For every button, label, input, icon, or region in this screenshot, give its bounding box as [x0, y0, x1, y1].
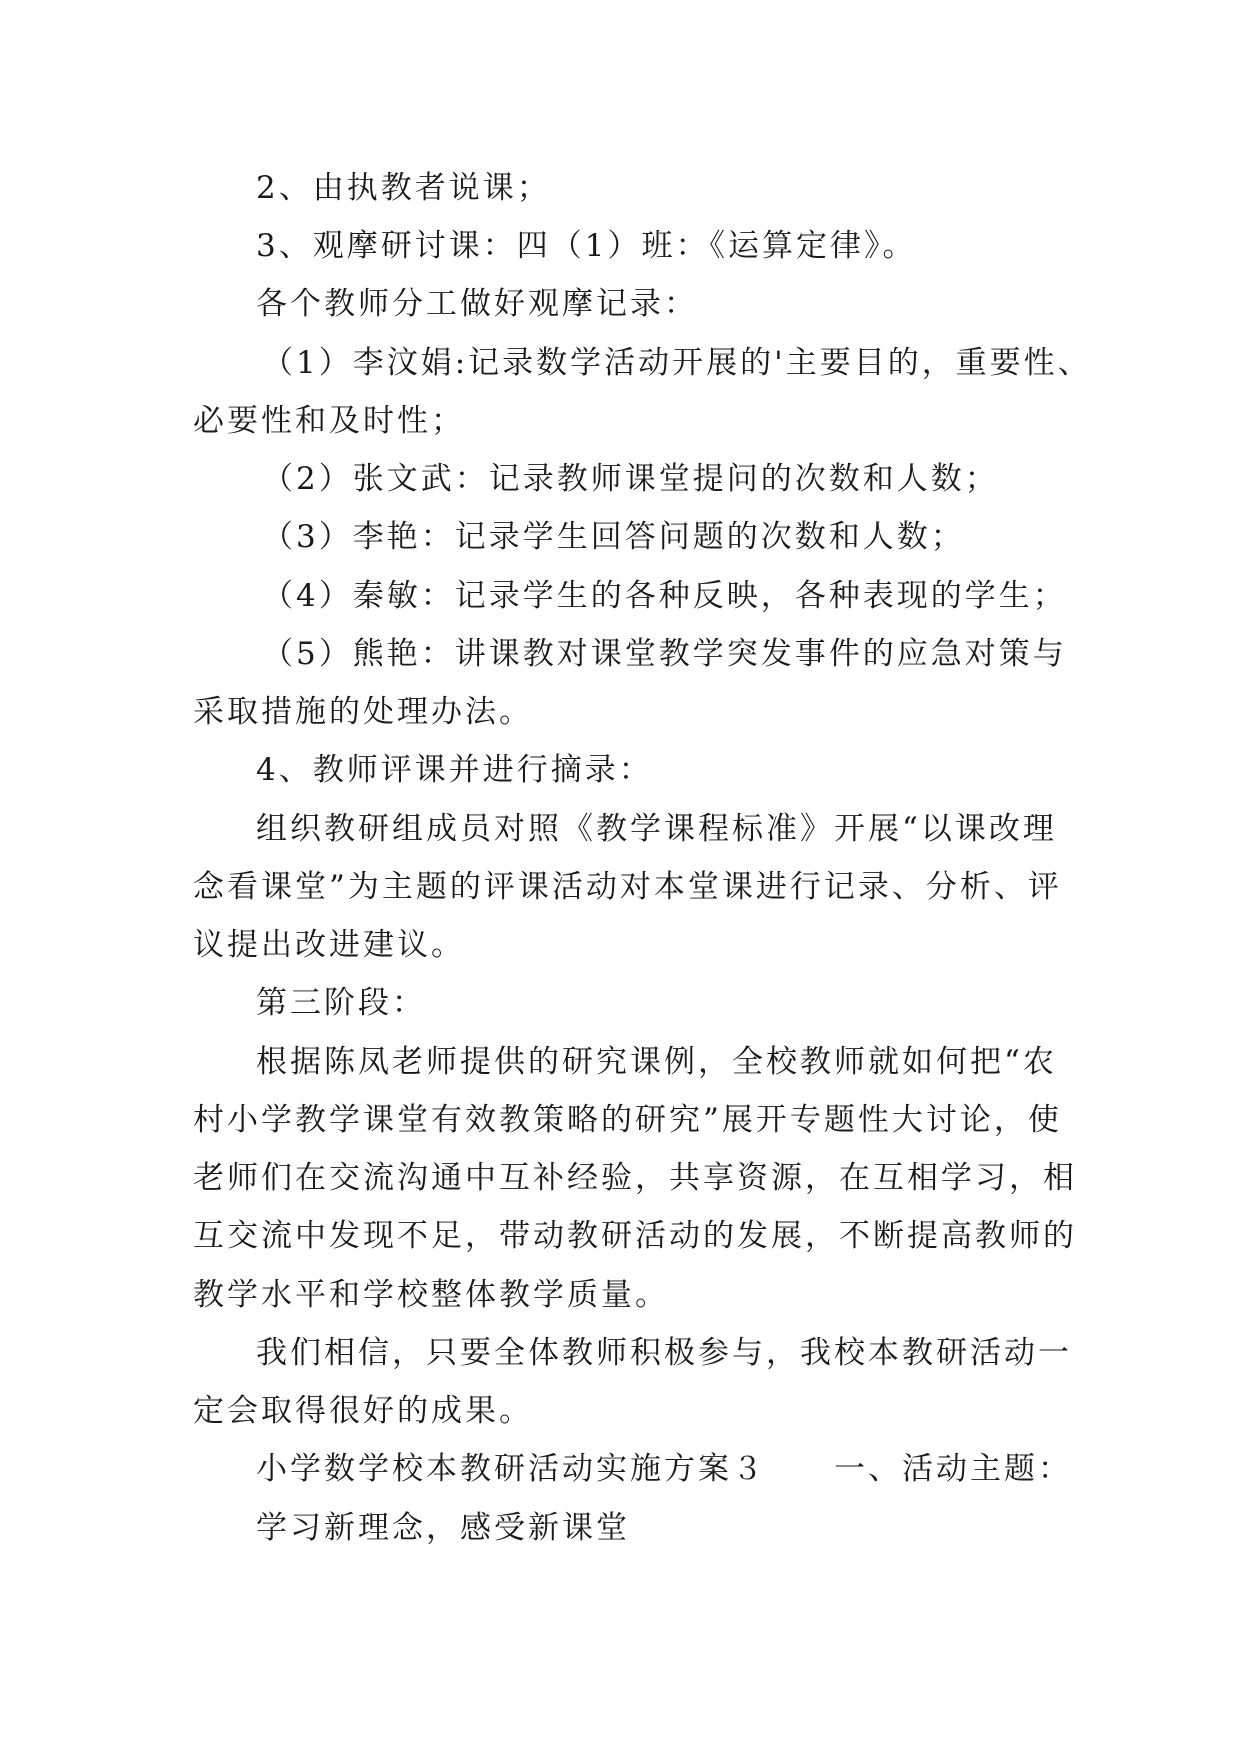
text-line-theme: 学习新理念，感受新课堂 [256, 1510, 630, 1546]
text-line-observation-intro: 各个教师分工做好观摩记录： [256, 286, 698, 322]
text-line-discussion-4: 互交流中发现不足，带动教研活动的发展，不断提高教师的 [193, 1218, 1077, 1254]
text-line-step-4: 4、教师评课并进行摘录： [256, 752, 653, 788]
text-line-discussion-1: 根据陈凤老师提供的研究课例，全校教师就如何把“农 [256, 1044, 1057, 1080]
text-line-record-1-cont: 必要性和及时性； [193, 403, 465, 439]
text-line-discussion-5: 教学水平和学校整体教学质量。 [193, 1277, 669, 1313]
text-line-record-1: （1）李汶娟:记录数学活动开展的'主要目的，重要性、 [262, 345, 1092, 381]
text-line-stage-3: 第三阶段： [256, 985, 426, 1021]
text-line-evaluation-2: 念看课堂”为主题的评课活动对本堂课进行记录、分析、评 [193, 869, 1062, 905]
text-line-record-2: （2）张文武：记录教师课堂提问的次数和人数； [262, 461, 999, 497]
text-line-record-4: （4）秦敏：记录学生的各种反映，各种表现的学生； [262, 578, 1067, 614]
text-line-belief-2: 定会取得很好的成果。 [193, 1393, 533, 1429]
text-line-evaluation-1: 组织教研组成员对照《教学课程标准》开展“以课改理 [256, 811, 1057, 847]
text-line-discussion-2: 村小学教学课堂有效教策略的研究”展开专题性大讨论，使 [193, 1102, 1062, 1138]
text-line-belief-1: 我们相信，只要全体教师积极参与，我校本教研活动一 [256, 1335, 1072, 1371]
text-line-plan-heading: 小学数学校本教研活动实施方案３ 一、活动主题： [256, 1451, 1072, 1487]
text-line-evaluation-3: 议提出改进建议。 [193, 927, 465, 963]
text-line-step-2: 2、由执教者说课； [256, 170, 551, 206]
text-line-record-3: （3）李艳：记录学生回答问题的次数和人数； [262, 519, 965, 555]
text-line-discussion-3: 老师们在交流沟通中互补经验，共享资源，在互相学习，相 [193, 1160, 1077, 1196]
text-line-step-3: 3、观摩研讨课：四（1）班：《运算定律》。 [256, 228, 917, 264]
text-line-record-5: （5）熊艳：讲课教对课堂教学突发事件的应急对策与 [262, 636, 1067, 672]
text-line-record-5-cont: 采取措施的处理办法。 [193, 694, 533, 730]
